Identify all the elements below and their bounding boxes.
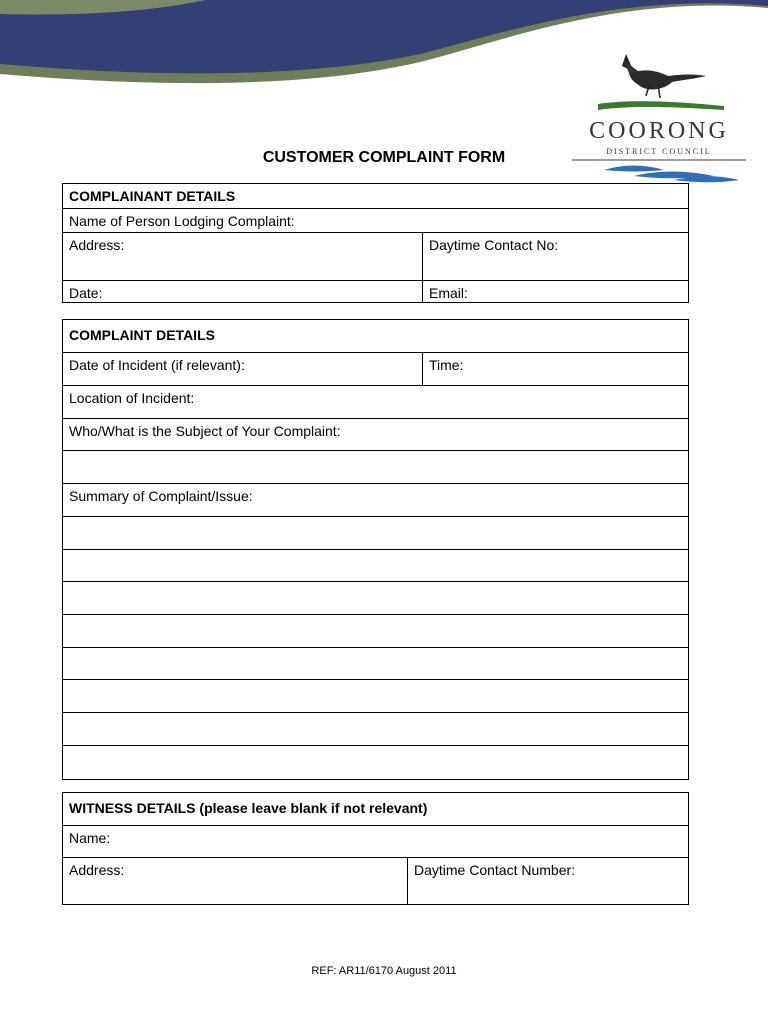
- complaint-summary-line[interactable]: [63, 648, 688, 679]
- witness-daytime-contact-field[interactable]: Daytime Contact Number:: [407, 858, 688, 904]
- complaint-summary-line[interactable]: [63, 746, 688, 779]
- complaint-summary-line[interactable]: [63, 680, 688, 712]
- complainant-date-field[interactable]: Date:: [69, 285, 103, 301]
- document-reference: REF: AR11/6170 August 2011: [311, 965, 457, 977]
- complainant-name-field[interactable]: Name of Person Lodging Complaint:: [69, 213, 295, 229]
- complainant-daytime-contact-field[interactable]: Daytime Contact No:: [422, 233, 688, 280]
- pelican-icon: [564, 52, 754, 118]
- witness-name-field[interactable]: Name:: [69, 830, 111, 846]
- complainant-address-field[interactable]: Address:: [69, 237, 125, 253]
- complaint-subject-field[interactable]: Who/What is the Subject of Your Complaint:: [69, 423, 341, 439]
- complaint-summary-line[interactable]: [63, 615, 688, 647]
- complainant-details-section: [62, 183, 689, 303]
- logo-wordmark: COORONG: [589, 118, 729, 144]
- complaint-subject-line[interactable]: [63, 451, 688, 483]
- complaint-summary-line[interactable]: [63, 713, 688, 745]
- witness-details-section: [62, 792, 689, 905]
- witness-details-heading: WITNESS DETAILS (please leave blank if not relevant): [69, 800, 428, 816]
- logo-subtitle: DISTRICT COUNCIL: [606, 147, 712, 156]
- complaint-summary-line[interactable]: [63, 517, 688, 549]
- incident-time-field[interactable]: Time:: [422, 353, 688, 385]
- complaint-details-heading: COMPLAINT DETAILS: [69, 327, 215, 343]
- complaint-summary-line[interactable]: [63, 550, 688, 581]
- complaint-summary-field[interactable]: Summary of Complaint/Issue:: [69, 488, 253, 504]
- witness-address-field[interactable]: Address:: [69, 862, 125, 878]
- form-title: CUSTOMER COMPLAINT FORM: [262, 149, 506, 166]
- complaint-summary-line[interactable]: [63, 582, 688, 614]
- complainant-details-heading: COMPLAINANT DETAILS: [69, 188, 236, 204]
- incident-location-field[interactable]: Location of Incident:: [69, 390, 195, 406]
- incident-date-field[interactable]: Date of Incident (if relevant):: [69, 357, 245, 373]
- complainant-email-field[interactable]: Email:: [422, 281, 688, 302]
- complaint-details-section: [62, 319, 689, 780]
